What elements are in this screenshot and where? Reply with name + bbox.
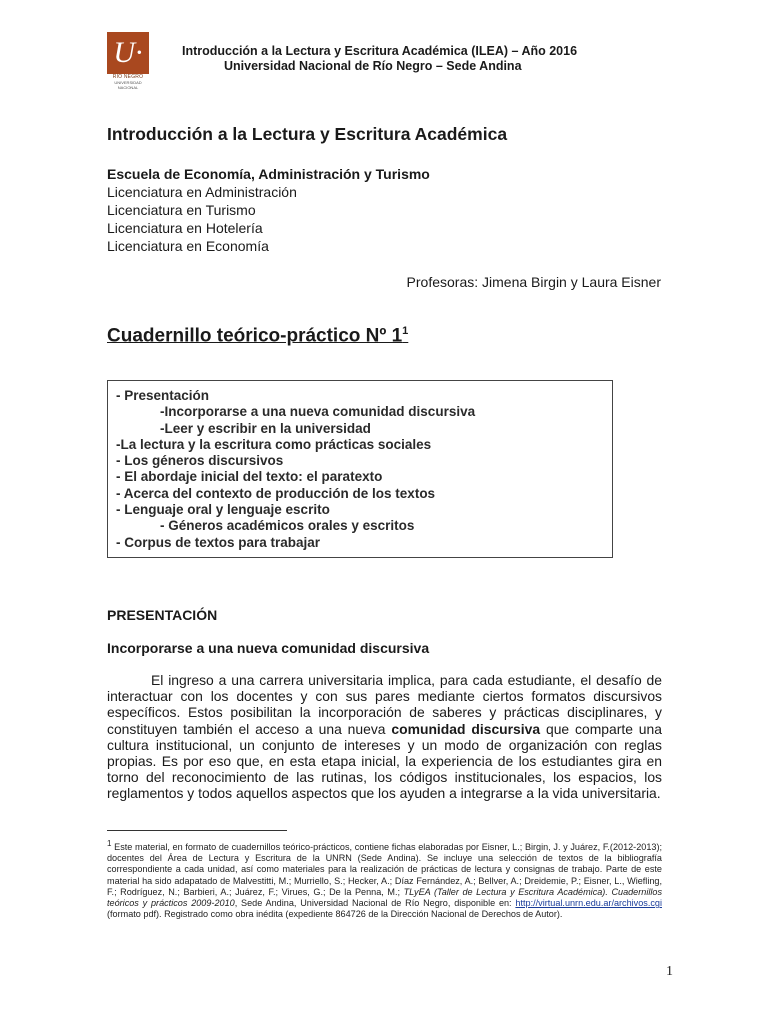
footnote-link[interactable]: http://virtual.unrn.edu.ar/archivos.cgi — [515, 898, 662, 909]
page-header — [160, 44, 630, 74]
para-text-after: que comparte una cultura institucional, un conjunto de intereses y un modo de organización con reglas propias. Es por eso que, en esta etapa inicial, la experiencia de los estudiantes gira en torno del reconocimiento de las rutinas, los códigos institucionales, los espacios, los reglamentos y todos aquellos aspectos que los ayuden a integrarse a la vida universitaria. — [107, 720, 662, 802]
degree-item: Licenciatura en Administración — [107, 184, 297, 200]
footnote-italic: TLyEA (Taller de Lectura y Escritura Académica). Cuadernillos teóricos y prácticos 2009-2010 — [107, 886, 662, 909]
booklet-title — [107, 325, 408, 347]
section-heading: PRESENTACIÓN — [107, 607, 218, 623]
header-line-1: Introducción a la Lectura y Escritura Académica (ILEA) – Año 2016 — [182, 44, 578, 58]
logo-line-1: RÍO NEGRO — [112, 74, 144, 80]
teachers-line: Profesoras: Jimena Birgin y Laura Eisner — [406, 274, 661, 290]
contents-box — [107, 380, 613, 558]
logo-line-2: UNIVERSIDAD — [114, 80, 142, 85]
school-block — [107, 165, 430, 255]
footnote-text-c: (formato pdf). Registrado como obra inédita (expediente 864726 de la Dirección Nacional de Derechos de Autor). — [107, 909, 563, 920]
toc-item: - Corpus de textos para trabajar — [116, 534, 321, 550]
university-logo — [107, 32, 149, 100]
degree-item: Licenciatura en Turismo — [107, 202, 256, 218]
logo-mark: U· — [107, 32, 149, 74]
toc-item: -Leer y escribir en la universidad — [160, 420, 371, 436]
toc-item: - Presentación — [116, 388, 210, 403]
subsection-heading: Incorporarse a una nueva comunidad discursiva — [107, 640, 430, 656]
body-paragraph — [107, 672, 662, 802]
para-bold-term: comunidad discursiva — [391, 720, 541, 737]
toc-item: - Géneros académicos orales y escritos — [160, 518, 415, 534]
page-number: 1 — [666, 964, 673, 979]
toc-item: - Lenguaje oral y lenguaje escrito — [116, 502, 330, 518]
footnote-text-b: , Sede Andina, Universidad Nacional de Río Negro, disponible en: — [234, 898, 516, 909]
footnote-text-a: Este material, en formato de cuadernillos teórico-prácticos, contiene fichas elaboradas por Eisner, L.; Birgin, J. y Juárez, F.(2012-2013); docentes del Área de Lectura y Escritura de la UNRN (Sede Andina). Se incluye una selección de textos de la bibliografía correspondiente a cada unidad, así como materiales para la realización de prácticas de lectura y consignas de trabajo. Parte de este material ha sido adapatado de Malvestitti, M.; Murriello, S.; Hecker, A.; Díaz Fernández, A.; Bellver, A.; Dreidemie, P.; Eisner, L., Wiefling, F.; Rodríguez, N.; Barbieri, A.; Juárez, F.; Virues, G.; De la Penna, M.; — [107, 842, 662, 897]
footnote-ref[interactable]: 1 — [402, 325, 409, 337]
footnote-mark: 1 — [107, 839, 112, 848]
para-text-before: El ingreso a una carrera universitaria implica, para cada estudiante, el desafío de interactuar con los docentes y con sus pares mediante ciertos formatos discursivos específicos. Estos posibilitan la incorporación de saberes y prácticas disciplinares, y constituyen también el acceso a una nueva — [107, 672, 662, 737]
toc-item: -Incorporarse a una nueva comunidad discursiva — [160, 404, 476, 420]
document-title: Introducción a la Lectura y Escritura Académica — [107, 124, 508, 144]
logo-line-3: NACIONAL — [117, 85, 139, 90]
degree-item: Licenciatura en Hotelería — [107, 220, 263, 236]
toc-item: - Los géneros discursivos — [116, 453, 284, 469]
toc-item: -La lectura y la escritura como prácticas sociales — [116, 436, 432, 452]
booklet-title-text: Cuadernillo teórico-práctico Nº 1 — [107, 325, 403, 347]
footnote-divider — [107, 830, 287, 831]
toc-item: - El abordaje inicial del texto: el paratexto — [116, 469, 383, 485]
toc-item: - Acerca del contexto de producción de los textos — [116, 485, 436, 501]
school-name: Escuela de Economía, Administración y Turismo — [107, 166, 430, 182]
header-line-2: Universidad Nacional de Río Negro – Sede Andina — [224, 59, 522, 73]
degree-item: Licenciatura en Economía — [107, 238, 269, 254]
footnote — [107, 838, 662, 920]
